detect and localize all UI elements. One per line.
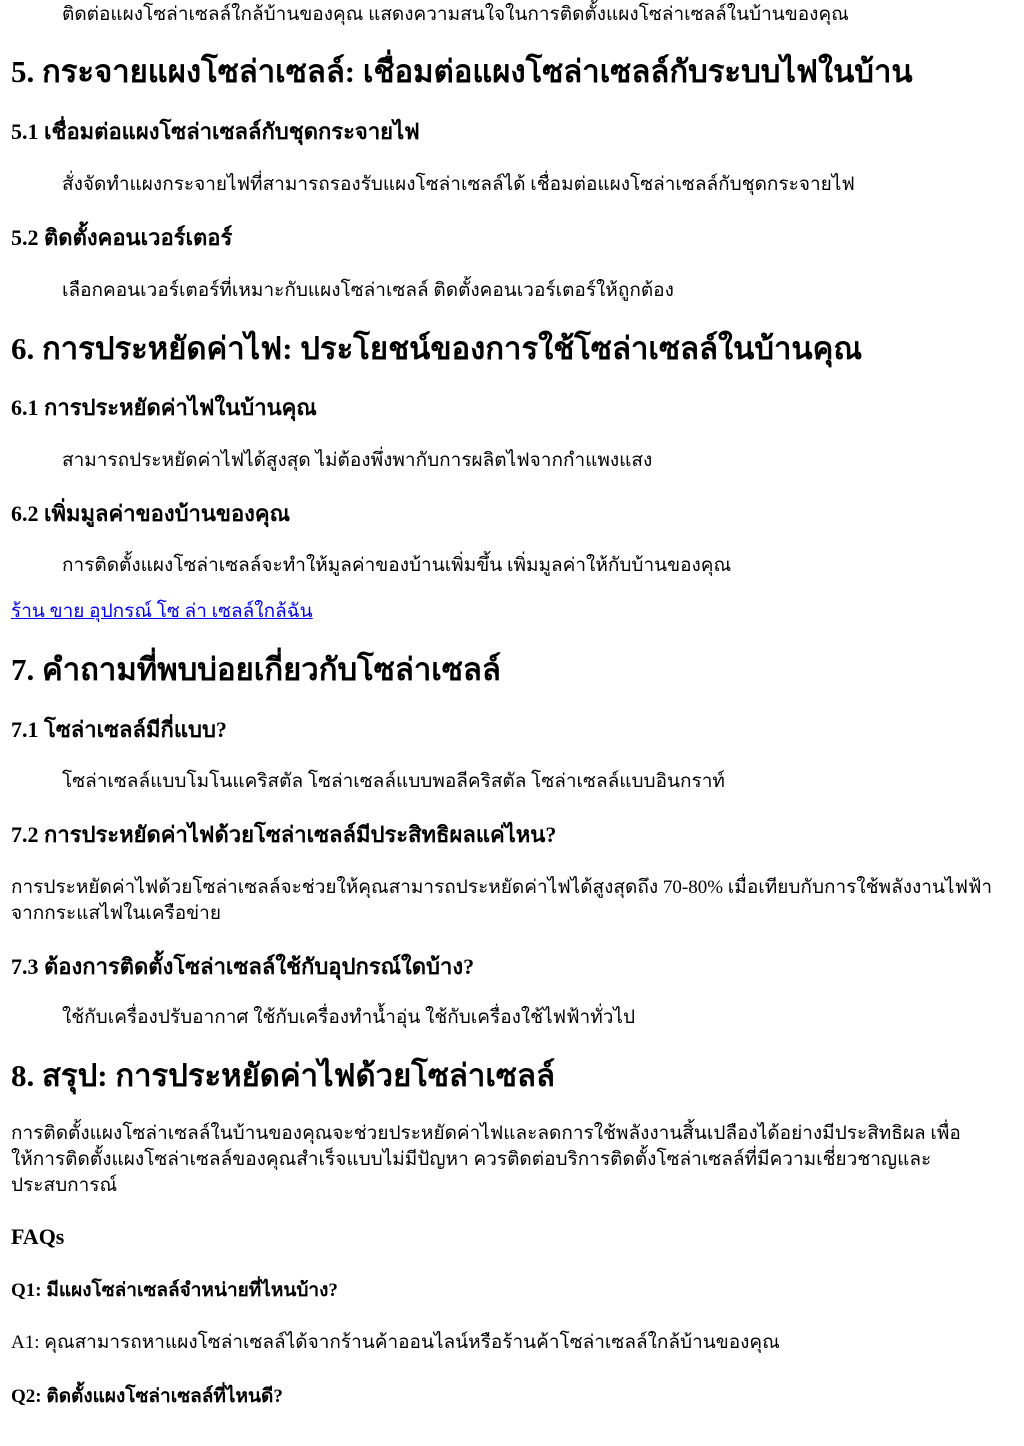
- heading-section-7: 7. คำถามที่พบบ่อยเกี่ยวกับโซล่าเซลล์: [11, 652, 501, 687]
- paragraph-5-2: เลือกคอนเวอร์เตอร์ที่เหมาะกับแผงโซล่าเซลล์ ติดตั้งคอนเวอร์เตอร์ให้ถูกต้อง: [62, 280, 674, 301]
- paragraph-6-1: สามารถประหยัดค่าไฟได้สูงสุด ไม่ต้องพึ่งพากับการผลิตไฟจากกำแพงแสง: [62, 450, 653, 471]
- heading-7-3: 7.3 ต้องการติดตั้งโซล่าเซลล์ใช้กับอุปกรณ์ใดบ้าง?: [11, 954, 475, 979]
- heading-6-2: 6.2 เพิ่มมูลค่าของบ้านของคุณ: [11, 501, 291, 526]
- paragraph-5-1: สั่งจัดทำแผงกระจายไฟที่สามารถรองรับแผงโซล่าเซลล์ได้ เชื่อมต่อแผงโซล่าเซลล์กับชุดกระจายไฟ: [62, 174, 855, 195]
- heading-section-5: 5. กระจายแผงโซล่าเซลล์: เชื่อมต่อแผงโซล่าเซลล์กับระบบไฟในบ้าน: [11, 54, 913, 89]
- heading-7-1: 7.1 โซล่าเซลล์มีกี่แบบ?: [11, 717, 227, 742]
- paragraph-7-3: ใช้กับเครื่องปรับอากาศ ใช้กับเครื่องทำน้ำอุ่น ใช้กับเครื่องใช้ไฟฟ้าทั่วไป: [62, 1007, 636, 1028]
- shop-link[interactable]: ร้าน ขาย อุปกรณ์ โซ ล่า เซลล์ใกล้ฉัน: [11, 601, 313, 622]
- heading-section-6: 6. การประหยัดค่าไฟ: ประโยชน์ของการใช้โซล่าเซลล์ในบ้านคุณ: [11, 331, 863, 366]
- paragraph-6-2: การติดตั้งแผงโซล่าเซลล์จะทำให้มูลค่าของบ้านเพิ่มขึ้น เพิ่มมูลค่าให้กับบ้านของคุณ: [62, 555, 732, 576]
- heading-7-2: 7.2 การประหยัดค่าไฟด้วยโซล่าเซลล์มีประสิทธิผลแค่ไหน?: [11, 822, 557, 847]
- paragraph-7-1: โซล่าเซลล์แบบโมโนแคริสตัล โซล่าเซลล์แบบพอลีคริสตัล โซล่าเซลล์แบบอินกราท์: [62, 771, 725, 792]
- heading-6-1: 6.1 การประหยัดค่าไฟในบ้านคุณ: [11, 395, 317, 420]
- paragraph-8: การติดตั้งแผงโซล่าเซลล์ในบ้านของคุณจะช่วยประหยัดค่าไฟและลดการใช้พลังงานสิ้นเปลืองได้อย่างมีประสิทธิผล เพื่อให้การติดตั้งแผงโซล่าเซลล์ของคุณสำเร็จแบบไม่มีปัญหา ควรติดต่อบริการติดตั้งโซล่าเซลล์ที่มีความเชี่ยวชาญและประสบการณ์: [11, 1123, 961, 1196]
- paragraph-top: ติดต่อแผงโซล่าเซลล์ใกล้บ้านของคุณ แสดงความสนใจในการติดตั้งแผงโซล่าเซลล์ในบ้านของคุณ: [62, 4, 849, 25]
- faq-question-1: Q1: มีแผงโซล่าเซลล์จำหน่ายที่ไหนบ้าง?: [11, 1280, 338, 1301]
- faq-answer-1: A1: คุณสามารถหาแผงโซล่าเซลล์ได้จากร้านค้าออนไลน์หรือร้านค้าโซล่าเซลล์ใกล้บ้านของคุณ: [11, 1332, 780, 1353]
- heading-5-1: 5.1 เชื่อมต่อแผงโซล่าเซลล์กับชุดกระจายไฟ: [11, 119, 420, 144]
- heading-section-8: 8. สรุป: การประหยัดค่าไฟด้วยโซล่าเซลล์: [11, 1058, 555, 1093]
- paragraph-7-2: การประหยัดค่าไฟด้วยโซล่าเซลล์จะช่วยให้คุณสามารถประหยัดค่าไฟได้สูงสุดถึง 70-80% เมื่อเทียบกับการใช้พลังงานไฟฟ้าจากกระแสไฟในเครือข่าย: [11, 877, 993, 924]
- heading-faqs: FAQs: [11, 1224, 65, 1249]
- faq-question-2: Q2: ติดตั้งแผงโซล่าเซลล์ที่ไหนดี?: [11, 1386, 283, 1407]
- heading-5-2: 5.2 ติดตั้งคอนเวอร์เตอร์: [11, 225, 233, 250]
